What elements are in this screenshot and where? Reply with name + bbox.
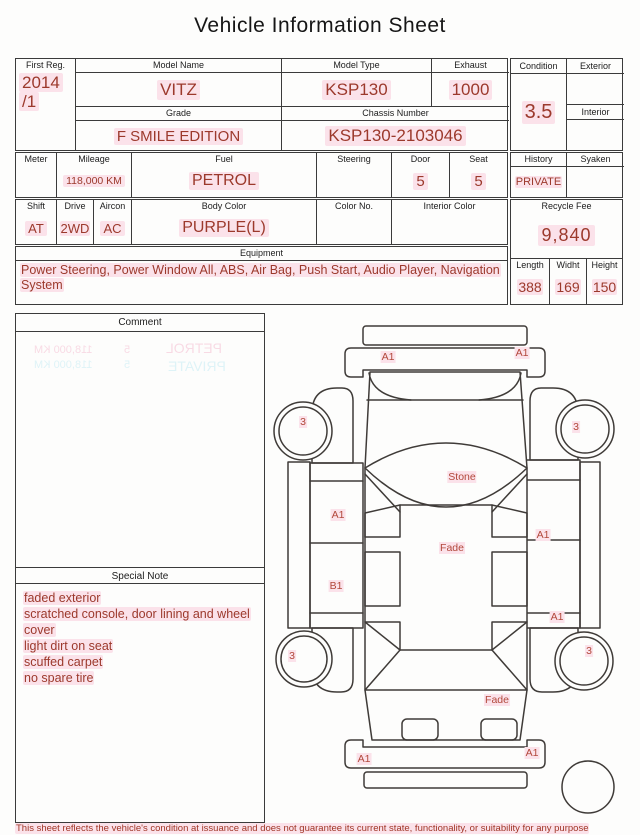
body-color-value: PURPLE(L) bbox=[132, 213, 316, 243]
section-model bbox=[15, 58, 508, 151]
color-no-label: Color No. bbox=[334, 201, 373, 211]
ghost-text: 118,000 KM bbox=[34, 359, 93, 371]
rear-lower-strip bbox=[364, 772, 527, 788]
steering-value bbox=[317, 166, 391, 196]
section-recycle-dimensions bbox=[510, 199, 623, 305]
section-color bbox=[15, 199, 508, 245]
condition-value: 3.5 bbox=[511, 74, 566, 150]
section-mileage bbox=[15, 152, 508, 198]
special-note-text bbox=[16, 587, 264, 689]
ghost-text: 5 bbox=[124, 344, 131, 356]
cell-exhaust bbox=[431, 59, 509, 106]
page-title: Vehicle Information Sheet bbox=[194, 14, 446, 37]
damage-label-left-door: A1 bbox=[331, 509, 345, 521]
ghost-text: 5 bbox=[124, 359, 131, 371]
model-name-value: VITZ bbox=[76, 73, 281, 106]
front-grille-strip bbox=[363, 326, 527, 345]
special-note-label: Special Note bbox=[16, 567, 264, 584]
exterior-value bbox=[567, 74, 624, 104]
grade-label: Grade bbox=[76, 107, 281, 121]
recycle-fee-label: Recycle Fee bbox=[541, 201, 592, 211]
rear-bumper bbox=[345, 740, 545, 768]
fuel-value: PETROL bbox=[132, 166, 316, 196]
length-label: Length bbox=[516, 260, 544, 270]
special-note-line: scuffed carpet bbox=[24, 655, 103, 669]
ghost-text: 118,000 KM bbox=[34, 344, 93, 356]
right-door-panels bbox=[525, 460, 580, 628]
cell-chassis-number bbox=[281, 106, 509, 150]
chassis-number-value: KSP130-2103046 bbox=[282, 121, 509, 151]
damage-label-front-bumper-left: A1 bbox=[381, 351, 395, 363]
mileage-label: Mileage bbox=[78, 154, 110, 164]
right-door-dividers bbox=[525, 480, 580, 613]
interior-color-value bbox=[392, 213, 507, 243]
special-note-line: light dirt on seat bbox=[24, 639, 113, 653]
door-value: 5 bbox=[392, 166, 449, 196]
model-type-value: KSP130 bbox=[282, 73, 431, 106]
left-rocker-panel bbox=[288, 462, 310, 628]
damage-label-rear-bumper-right: A1 bbox=[525, 747, 539, 759]
cell-interior-color bbox=[391, 200, 507, 244]
cell-fuel bbox=[131, 153, 316, 197]
cell-grade bbox=[75, 106, 281, 150]
width-label: Widht bbox=[556, 260, 580, 270]
damage-label-front-bumper-right: A1 bbox=[515, 347, 529, 359]
aircon-label: Aircon bbox=[99, 201, 126, 211]
damage-label-roof-fade: Fade bbox=[440, 542, 464, 554]
right-rocker-panel bbox=[580, 462, 600, 628]
cell-width bbox=[549, 259, 586, 305]
cell-syaken bbox=[566, 153, 624, 197]
interior-label: Interior bbox=[567, 104, 624, 120]
special-note-line: faded exterior bbox=[24, 591, 101, 605]
syaken-label: Syaken bbox=[567, 153, 624, 167]
left-door-dividers bbox=[310, 481, 363, 613]
cell-length bbox=[511, 259, 549, 305]
seat-label: Seat bbox=[469, 154, 488, 164]
cell-first-reg bbox=[16, 59, 75, 150]
body-color-label: Body Color bbox=[201, 201, 247, 211]
first-reg-value: 2014 /1 bbox=[16, 72, 67, 111]
damage-label-rear-left-wheel: 3 bbox=[289, 650, 295, 662]
special-note-line: no spare tire bbox=[24, 671, 94, 685]
first-reg-label: First Reg. bbox=[25, 60, 65, 70]
damage-label-windshield-stone: Stone bbox=[448, 471, 476, 483]
damage-label-tailgate-fade: Fade bbox=[485, 694, 509, 706]
exterior-label: Exterior bbox=[567, 59, 624, 74]
damage-label-right-rear-panel: A1 bbox=[550, 611, 564, 623]
rear-left-wheel bbox=[276, 631, 332, 687]
cell-meter bbox=[16, 153, 56, 197]
mileage-value: 118,000 KM bbox=[57, 166, 131, 196]
section-equipment bbox=[15, 246, 508, 305]
damage-label-rear-bumper-left: A1 bbox=[357, 753, 371, 765]
ghost-text: PRIVATE bbox=[168, 358, 226, 374]
cell-history bbox=[511, 153, 566, 197]
shift-label: Shift bbox=[26, 201, 45, 211]
shift-value: AT bbox=[16, 213, 56, 243]
special-note-line: scratched console, door lining and wheel cover bbox=[24, 607, 250, 637]
condition-label: Condition bbox=[511, 59, 566, 74]
cell-mileage bbox=[56, 153, 131, 197]
disclaimer-text: This sheet reflects the vehicle's condition at issuance and does not guarantee its current state, functionality, or suitability for any purpose bbox=[16, 823, 589, 834]
chassis-number-label: Chassis Number bbox=[282, 107, 509, 121]
left-door-panels bbox=[310, 463, 363, 628]
meter-value bbox=[16, 166, 56, 196]
cell-shift bbox=[16, 200, 56, 244]
cell-model-type bbox=[281, 59, 431, 106]
model-name-label: Model Name bbox=[76, 59, 281, 73]
section-condition bbox=[510, 58, 623, 151]
rear-right-wheel bbox=[555, 632, 613, 690]
drive-value: 2WD bbox=[60, 220, 90, 236]
steering-label: Steering bbox=[337, 154, 371, 164]
recycle-fee-value: 9,840 bbox=[511, 213, 622, 257]
cell-condition bbox=[511, 59, 566, 150]
comment-panel bbox=[15, 313, 265, 823]
height-label: Height bbox=[591, 260, 618, 270]
history-label: History bbox=[511, 153, 566, 167]
exhaust-value: 1000 bbox=[432, 73, 509, 106]
width-value: 169 bbox=[556, 279, 580, 295]
cell-exterior-interior bbox=[566, 59, 624, 150]
spare-tire-circle bbox=[562, 761, 614, 813]
section-history bbox=[510, 152, 623, 198]
equipment-value: Power Steering, Power Window All, ABS, Air Bag, Push Start, Audio Player, Navigation System bbox=[21, 263, 500, 292]
aircon-value: AC bbox=[94, 213, 131, 243]
cell-aircon bbox=[93, 200, 131, 244]
fuel-label: Fuel bbox=[215, 154, 233, 164]
cell-body-color bbox=[131, 200, 316, 244]
car-diagram-svg bbox=[263, 313, 640, 818]
damage-label-right-door: A1 bbox=[536, 529, 550, 541]
car-body-outline bbox=[365, 372, 527, 740]
door-label: Door bbox=[410, 154, 431, 164]
comment-label: Comment bbox=[16, 314, 264, 332]
front-left-wheel bbox=[274, 402, 332, 460]
cell-model-name bbox=[75, 59, 281, 106]
cell-drive bbox=[56, 200, 93, 244]
grade-value: F SMILE EDITION bbox=[76, 121, 281, 151]
drive-label: Drive bbox=[64, 201, 86, 211]
cell-color-no bbox=[316, 200, 391, 244]
color-no-value bbox=[317, 213, 391, 243]
dimensions-row bbox=[511, 258, 622, 304]
car-damage-diagram bbox=[263, 313, 640, 818]
damage-label-rear-right-wheel: 3 bbox=[586, 645, 592, 657]
model-type-label: Model Type bbox=[282, 59, 431, 73]
cell-steering bbox=[316, 153, 391, 197]
interior-color-label: Interior Color bbox=[423, 201, 476, 211]
seat-value: 5 bbox=[450, 166, 507, 196]
history-value: PRIVATE bbox=[515, 175, 562, 188]
equipment-label: Equipment bbox=[16, 247, 507, 261]
front-right-wheel bbox=[556, 400, 614, 458]
ghost-text: PETROL bbox=[166, 340, 223, 356]
damage-label-front-right-wheel: 3 bbox=[573, 421, 579, 433]
syaken-value bbox=[567, 167, 624, 196]
length-value: 388 bbox=[518, 279, 542, 295]
cell-door bbox=[391, 153, 449, 197]
exhaust-label: Exhaust bbox=[432, 59, 509, 73]
cell-height bbox=[586, 259, 622, 305]
damage-label-left-rear-door: B1 bbox=[329, 580, 343, 592]
damage-label-front-left-wheel: 3 bbox=[300, 416, 306, 428]
interior-value bbox=[567, 120, 624, 148]
cell-seat bbox=[449, 153, 507, 197]
meter-label: Meter bbox=[24, 154, 48, 164]
height-value: 150 bbox=[592, 279, 617, 295]
